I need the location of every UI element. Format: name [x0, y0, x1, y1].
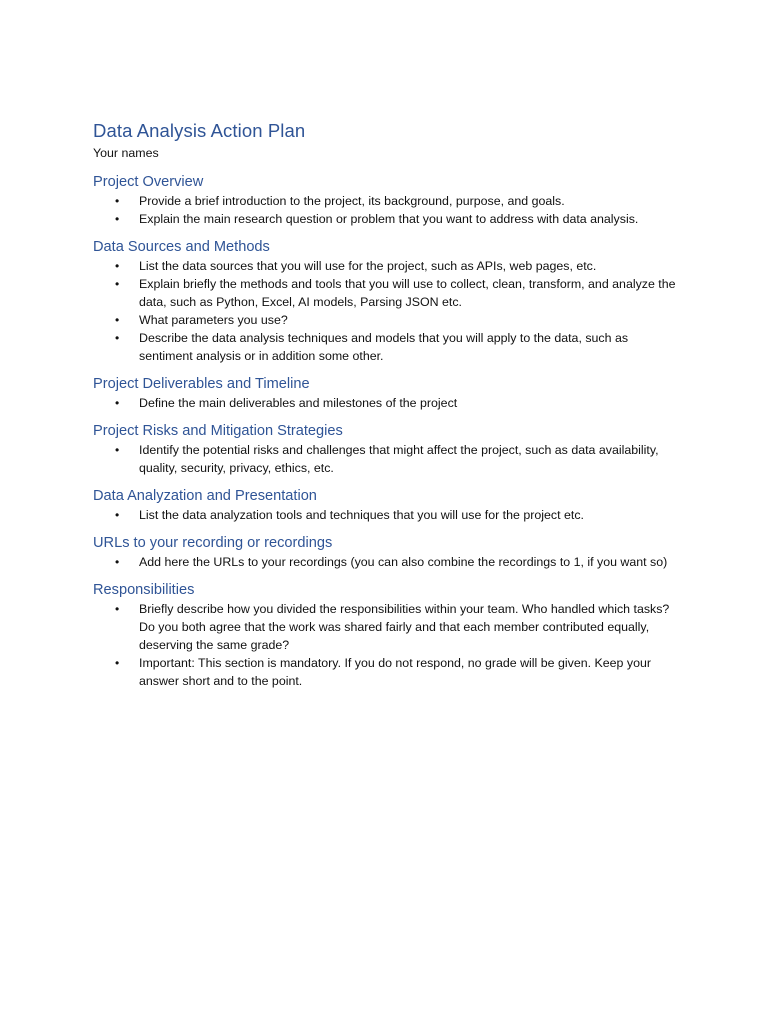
bullet-dot-icon: • [115, 313, 120, 327]
list-item [93, 257, 683, 275]
section-analyzation-presentation [93, 486, 683, 524]
document-title: Data Analysis Action Plan [93, 120, 306, 141]
list-item [93, 394, 683, 412]
bullet-list [93, 600, 683, 690]
bullet-dot-icon: • [115, 277, 120, 291]
bullet-dot-icon: • [115, 194, 120, 208]
list-item-text: Explain the main research question or problem that you want to address with data analysis. [139, 212, 639, 226]
section-recording-urls [93, 533, 683, 571]
list-item-text: What parameters you use? [139, 313, 288, 327]
section-deliverables-timeline [93, 374, 683, 412]
bullet-list [93, 394, 683, 412]
section-heading: URLs to your recording or recordings [93, 535, 333, 551]
list-item [93, 311, 683, 329]
section-heading: Data Sources and Methods [93, 239, 270, 255]
bullet-dot-icon: • [115, 555, 120, 569]
list-item-text: Define the main deliverables and milestones of the project [139, 396, 458, 410]
section-data-sources-methods [93, 237, 683, 365]
bullet-list [93, 192, 683, 228]
bullet-dot-icon: • [115, 259, 120, 273]
bullet-dot-icon: • [115, 212, 120, 226]
bullet-dot-icon: • [115, 331, 120, 345]
bullet-dot-icon: • [115, 602, 120, 616]
section-project-overview [93, 172, 683, 228]
section-heading: Data Analyzation and Presentation [93, 488, 317, 504]
document-subtitle: Your names [93, 146, 159, 160]
section-risks-mitigation [93, 421, 683, 477]
section-heading: Project Overview [93, 174, 204, 190]
list-item [93, 553, 683, 571]
bullet-dot-icon: • [115, 656, 120, 670]
list-item [93, 654, 683, 690]
list-item [93, 329, 683, 365]
bullet-dot-icon: • [115, 508, 120, 522]
section-heading: Project Risks and Mitigation Strategies [93, 423, 343, 439]
section-responsibilities [93, 580, 683, 690]
bullet-dot-icon: • [115, 396, 120, 410]
section-heading: Project Deliverables and Timeline [93, 376, 310, 392]
document-page [93, 119, 683, 690]
section-heading: Responsibilities [93, 582, 195, 598]
list-item-text: Identify the potential risks and challenges that might affect the project, such as data availability, quality, security, privacy, ethics, etc. [139, 443, 659, 475]
bullet-list [93, 257, 683, 365]
bullet-list [93, 441, 683, 477]
list-item-text: Provide a brief introduction to the project, its background, purpose, and goals. [139, 194, 565, 208]
list-item [93, 210, 683, 228]
list-item-text: Describe the data analysis techniques and models that you will apply to the data, such as sentiment analysis or in addition some other. [139, 331, 629, 363]
list-item-text: List the data analyzation tools and techniques that you will use for the project etc. [139, 508, 584, 522]
list-item [93, 600, 683, 654]
bullet-list [93, 553, 683, 571]
list-item-text: Briefly describe how you divided the responsibilities within your team. Who handled which tasks? Do you both agree that the work was shared fairly and that each member contributed equally, deserving the same grade? [139, 602, 670, 652]
list-item-text: Important: This section is mandatory. If you do not respond, no grade will be given. Keep your answer short and to the point. [139, 656, 651, 688]
list-item [93, 275, 683, 311]
list-item-text: Explain briefly the methods and tools that you will use to collect, clean, transform, and analyze the data, such as Python, Excel, AI models, Parsing JSON etc. [139, 277, 676, 309]
list-item [93, 192, 683, 210]
list-item [93, 506, 683, 524]
list-item-text: Add here the URLs to your recordings (you can also combine the recordings to 1, if you want so) [139, 555, 668, 569]
bullet-list [93, 506, 683, 524]
bullet-dot-icon: • [115, 443, 120, 457]
list-item-text: List the data sources that you will use for the project, such as APIs, web pages, etc. [139, 259, 597, 273]
list-item [93, 441, 683, 477]
